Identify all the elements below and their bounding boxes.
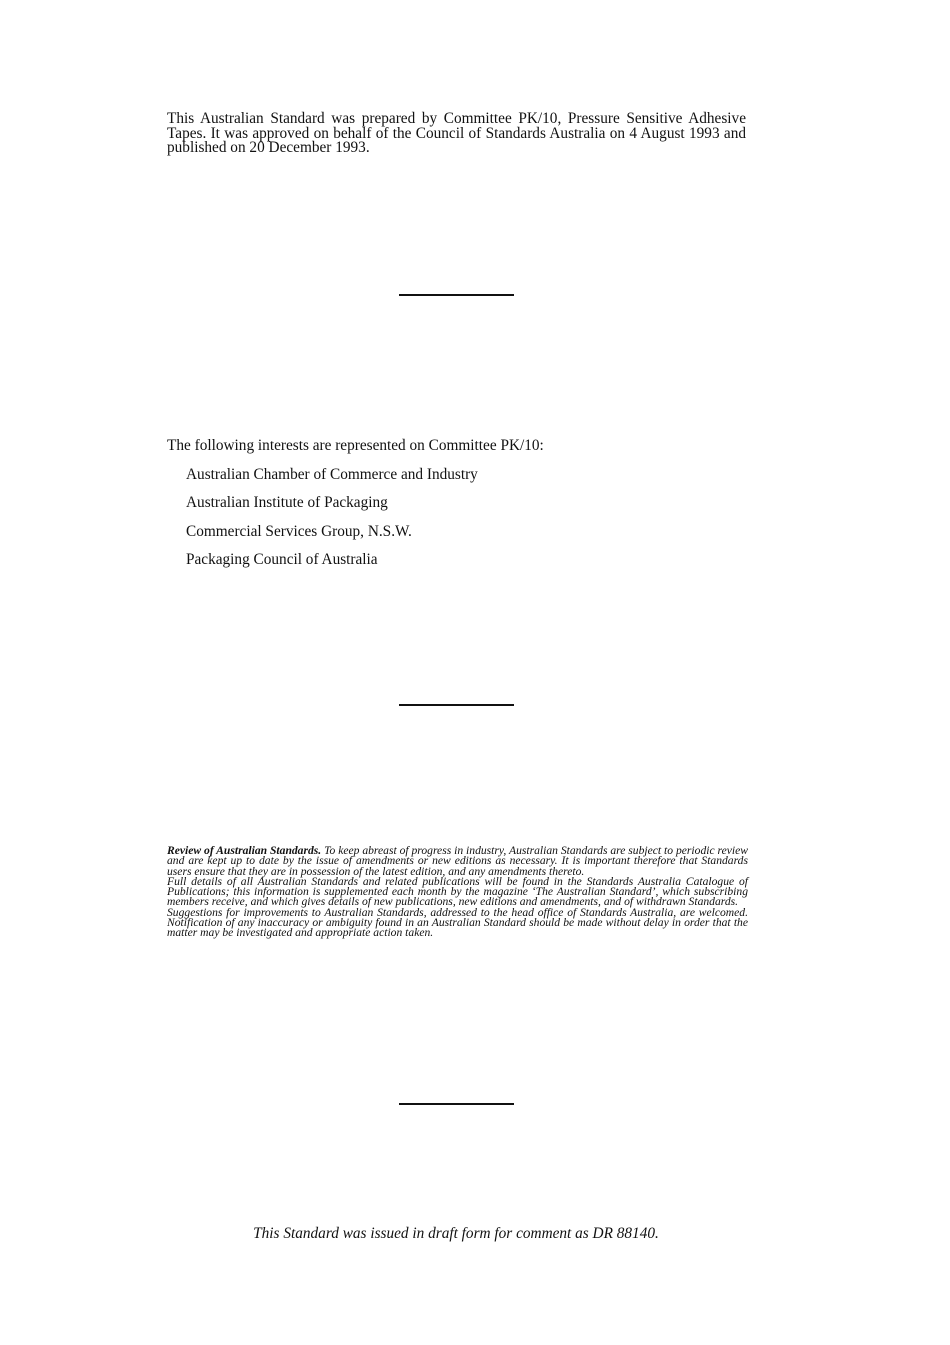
preparation-note: This Australian Standard was prepared by Committee PK/10, Pressure Sensitive Adhesive Tapes. It was approved on behalf of the Council of Standards Australia on 4 August 1993 and published on 20 December 1993. bbox=[167, 110, 746, 156]
list-item: Commercial Services Group, N.S.W. bbox=[186, 522, 412, 540]
review-heading: Review of Australian Standards. bbox=[167, 844, 322, 857]
list-item: Australian Institute of Packaging bbox=[186, 494, 388, 511]
committee-interests bbox=[167, 437, 746, 569]
review-paragraph-2: Full details of all Australian Standards and related publications will be found in the Standards Australia Catalogue of Publications; this information is supplemented each month by the magazine ‘The Australian Standard’, which subscribing members receive, and which gives details of new publications, new editions and amendments, and of withdrawn Standards. bbox=[167, 874, 748, 909]
draft-note: This Standard was issued in draft form for comment as DR 88140. bbox=[253, 1225, 659, 1242]
section-divider-3 bbox=[399, 1103, 514, 1105]
list-item: Packaging Council of Australia bbox=[186, 551, 378, 568]
section-divider-2 bbox=[399, 704, 514, 706]
section-divider-1 bbox=[399, 294, 514, 296]
review-text-1: To keep abreast of progress in industry, Australian Standards are subject to periodic review and are kept up to date by the issue of amendments or new editions as necessary. It is important therefore that Standards users ensure that they are in possession of the latest edition, and any amendments thereto. bbox=[167, 844, 748, 878]
review-of-standards bbox=[167, 846, 748, 939]
list-item: Australian Chamber of Commerce and Industry bbox=[186, 465, 478, 483]
interests-list bbox=[167, 466, 746, 570]
interests-intro: The following interests are represented on Committee PK/10: bbox=[167, 437, 544, 454]
review-paragraph-3: Suggestions for improvements to Australian Standards, addressed to the head office of Standards Australia, are welcomed. Notification of any inaccuracy or ambiguity found in an Australian Standard should be made without delay in order that the matter may be investigated and appropriate action taken. bbox=[167, 905, 748, 940]
review-paragraph-1 bbox=[167, 846, 748, 877]
